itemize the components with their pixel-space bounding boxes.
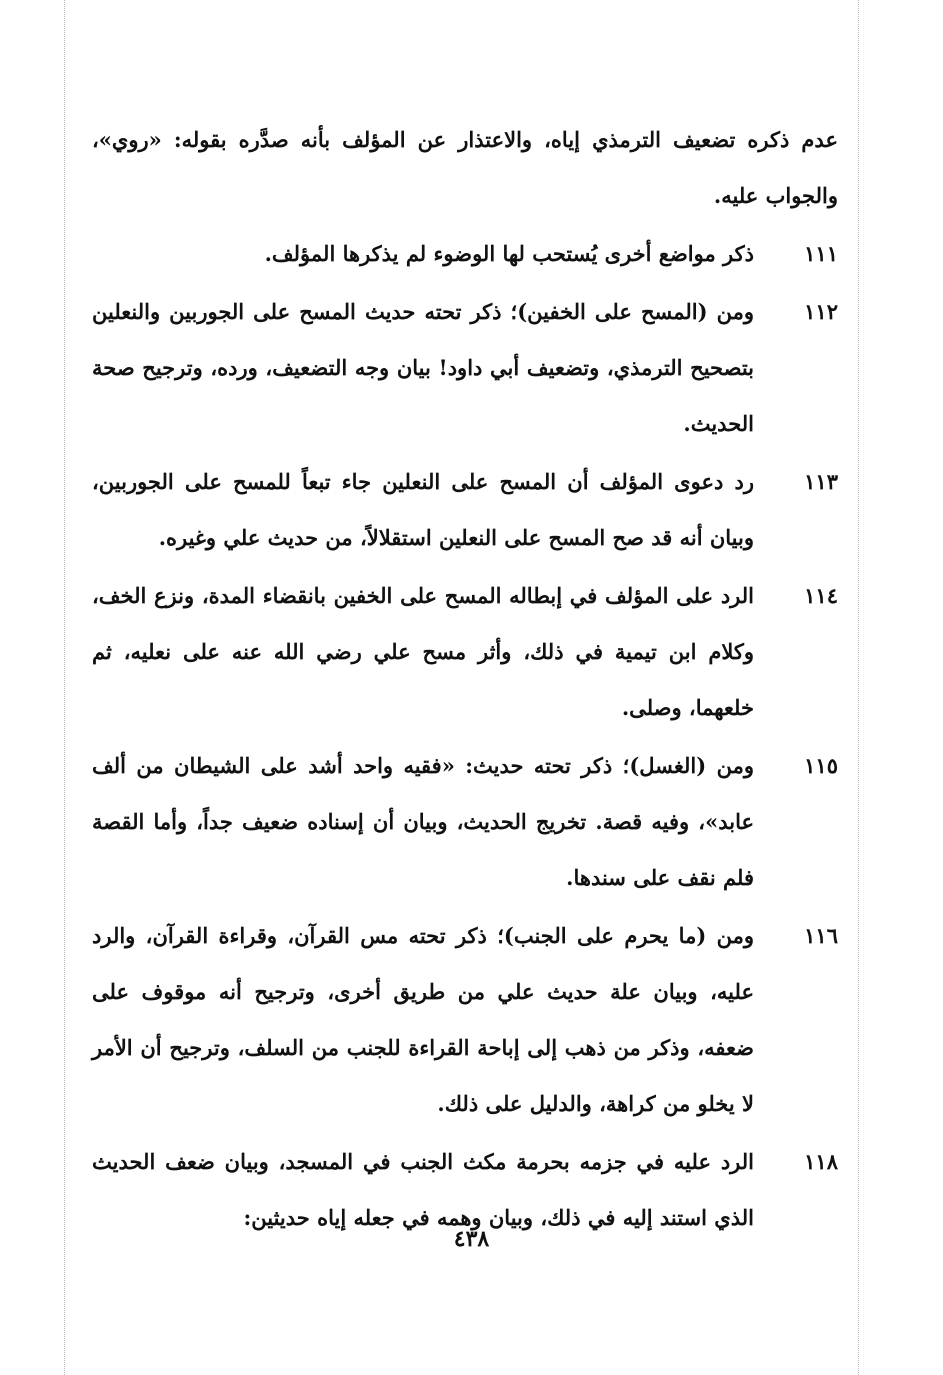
entry-text: الرد عليه في جزمه بحرمة مكث الجنب في المسجد، وبيان ضعف الحديث الذي استند إليه في ذلك، وبيان وهمه في جعله إياه حديثين: [92,1149,754,1230]
scan-margin-left [64,0,65,1375]
index-entry [92,284,838,452]
entry-text: ذكر مواضع أخرى يُستحب لها الوضوء لم يذكرها المؤلف. [264,241,754,266]
continuation-paragraph: عدم ذكره تضعيف الترمذي إياه، والاعتذار عن المؤلف بأنه صدَّره بقوله: «روي»، والجواب عليه. [92,127,838,208]
scan-margin-right [858,0,859,1375]
entry-number: ١١١ [804,241,838,266]
entry-number: ١١٦ [804,923,838,948]
index-entry [92,908,838,1132]
entry-number: ١١٥ [804,753,838,778]
entry-number: ١١٨ [804,1149,838,1174]
page-body [92,112,838,1246]
entry-number: ١١٣ [804,469,838,494]
entry-text: الرد على المؤلف في إبطاله المسح على الخفين بانقضاء المدة، ونزع الخف، وكلام ابن تيمية في ذلك، وأثر مسح علي رضي الله عنه على نعليه، ثم خلعهما، وصلى. [92,583,754,720]
page-number: ٤٣٨ [453,1226,490,1252]
index-entry [92,738,838,906]
entry-text: ومن (ما يحرم على الجنب)؛ ذكر تحته مس القرآن، وقراءة القرآن، والرد عليه، وبيان علة حديث علي من طريق أخرى، وترجيح أنه موقوف على ضعفه، وذكر من ذهب إلى إباحة القراءة للجنب من السلف، وترجيح أن الأمر لا يخلو من كراهة، والدليل على ذلك. [92,923,754,1116]
index-entry [92,568,838,736]
entry-number: ١١٢ [804,299,838,324]
entry-text: ومن (الغسل)؛ ذكر تحته حديث: «فقيه واحد أشد على الشيطان من ألف عابد»، وفيه قصة. تخريج الحديث، وبيان أن إسناده ضعيف جداً، وأما القصة فلم نقف على سندها. [92,753,754,890]
index-entry [92,226,838,282]
entry-text: رد دعوى المؤلف أن المسح على النعلين جاء تبعاً للمسح على الجوربين، وبيان أنه قد صح المسح على النعلين استقلالاً، من حديث علي وغيره. [92,469,754,550]
entry-number: ١١٤ [804,583,838,608]
index-entry [92,454,838,566]
entry-text: ومن (المسح على الخفين)؛ ذكر تحته حديث المسح على الجوربين والنعلين بتصحيح الترمذي، وتضعيف أبي داود! بيان وجه التضعيف، ورده، وترجيح صحة الحديث. [92,299,754,436]
